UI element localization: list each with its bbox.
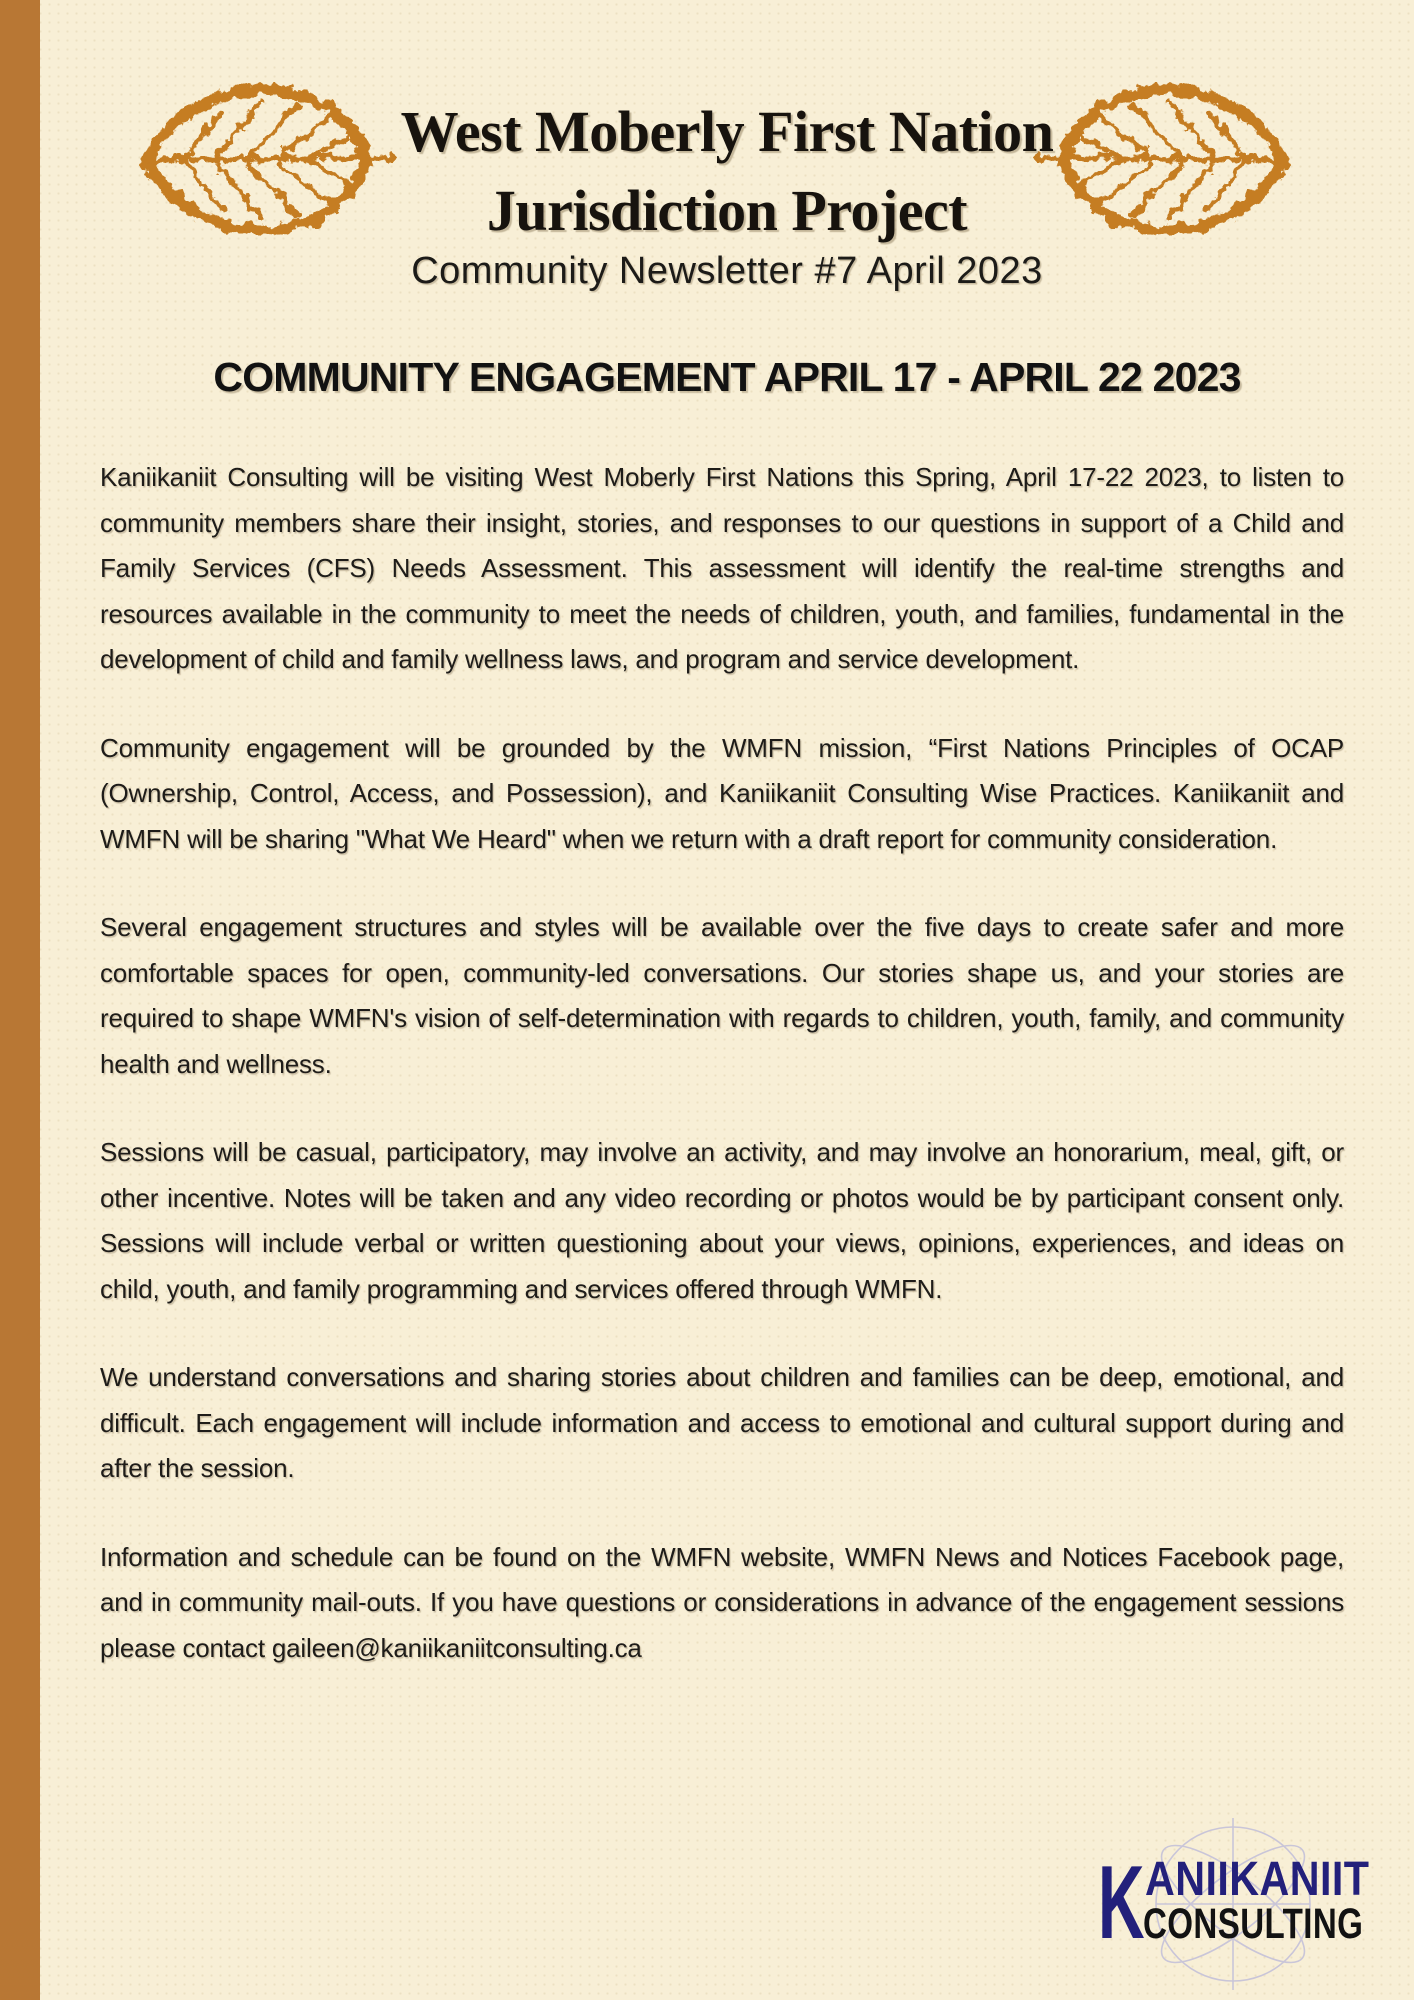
- page-title-line2: Jurisdiction Project: [486, 178, 968, 243]
- body-paragraph: Community engagement will be grounded by the WMFN mission, “First Nations Principles of OCAP (Ownership, Control, Access, and Possession), and Kaniikaniit Consulting Wise Practices. Kaniikaniit and WMFN will be sharing "What We Heard" when we return with a draft report for community consideration.: [100, 732, 1344, 854]
- left-edge-stripe: [0, 0, 40, 2000]
- body-paragraph: Information and schedule can be found on the WMFN website, WMFN News and Notices Facebook page, and in community mail-outs. If you have questions or considerations in advance of the engagement sessions please contact gaileen@kaniikaniitconsulting.ca: [100, 1541, 1344, 1663]
- body-paragraph: Sessions will be casual, participatory, may involve an activity, and may involve an honorarium, meal, gift, or other incentive. Notes will be taken and any video recording or photos would be by participant consent only. Sessions will include verbal or written questioning about your views, opinions, experiences, and ideas on child, youth, and family programming and services offered through WMFN.: [100, 1137, 1344, 1304]
- kaniikaniit-consulting-logo: [1084, 1792, 1406, 1998]
- section-heading: COMMUNITY ENGAGEMENT APRIL 17 - APRIL 22 2023: [213, 354, 1241, 400]
- body-paragraph: We understand conversations and sharing stories about children and families can be deep, emotional, and difficult. Each engagement will include information and access to emotional and cultural support during and after the session.: [100, 1362, 1344, 1483]
- logo-name-rest: ANIIKANIIT: [1145, 1853, 1370, 1906]
- logo-initial-k: K: [1098, 1845, 1145, 1961]
- article-body: [100, 455, 1344, 1714]
- newsletter-header: [40, 92, 1414, 291]
- body-paragraph: Several engagement structures and styles will be available over the five days to create safer and more comfortable spaces for open, community-led conversations. Our stories shape us, and your stories are required to shape WMFN's vision of self-determination with regards to children, youth, family, and community health and wellness.: [100, 912, 1344, 1079]
- page-title-line1: West Moberly First Nation: [400, 99, 1054, 164]
- logo-consulting-label: CONSULTING: [1143, 1900, 1364, 1948]
- body-paragraph: Kaniikaniit Consulting will be visiting West Moberly First Nations this Spring, April 17-22 2023, to listen to community members share their insight, stories, and responses to our questions in support of a Child and Family Services (CFS) Needs Assessment. This assessment will identify the real-time strengths and resources available in the community to meet the needs of children, youth, and families, fundamental in the development of child and family wellness laws, and program and service development.: [100, 462, 1344, 674]
- newsletter-subtitle: Community Newsletter #7 April 2023: [411, 250, 1043, 292]
